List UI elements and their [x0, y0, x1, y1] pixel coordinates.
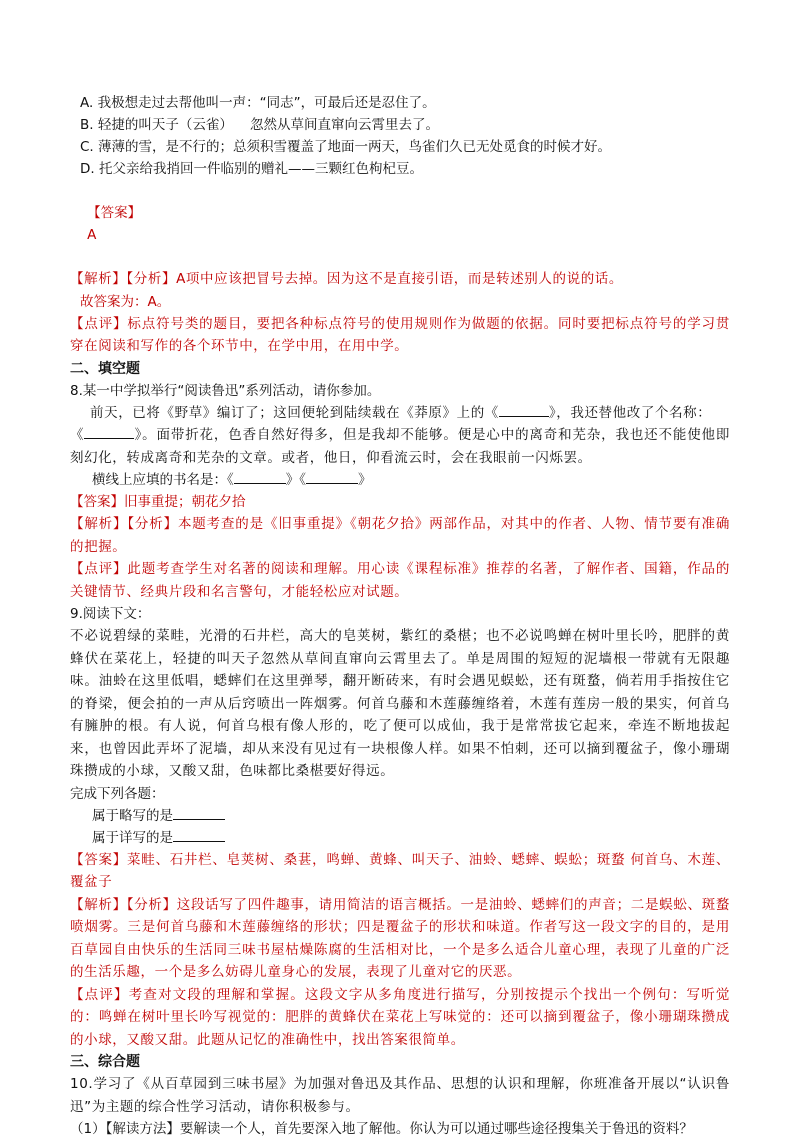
answer-value: 菜畦、石井栏、皂荚树、桑葚，鸣蝉、黄蜂、叫天子、油蛉、蟋蟀、蜈蚣；斑蝥 何首乌、木莲、覆盆子 — [70, 851, 730, 890]
q7-answer — [70, 180, 730, 268]
q8-passage — [70, 402, 730, 470]
comment-text: 此题考查学生对名著的阅读和理解。用心读《课程标准》推荐的名著，了解作者、国籍，作品的关键情节、经典片段和名言警句，才能轻松应对试题。 — [70, 561, 730, 600]
blank-prompt: 横线上应填的书名是：《 — [92, 472, 234, 488]
q8-analysis — [70, 513, 730, 558]
q9-answer — [70, 849, 730, 894]
option-d: D. 托父亲给我捎回一件临别的赠礼——三颗红色枸杞豆。 — [80, 161, 423, 177]
q9-brief — [70, 805, 730, 827]
option-c: C. 薄薄的雪，是不行的；总须积雪覆盖了地面一两天，鸟雀们久已无处觅食的时候才好。 — [80, 139, 612, 155]
comment-text: 考查对文段的理解和掌握。这段文字从多角度进行描写，分别按提示个找出一个例句：写听觉的：鸣蝉在树叶里长吟写视觉的：肥胖的黄蜂伏在菜花上写味觉的：还可以摘到覆盆子，像小珊瑚珠攒成的小球，又酸又甜。此题从记忆的准确性中，找出答案很简单。 — [70, 986, 730, 1048]
q8-comment — [70, 558, 730, 603]
analysis-tag: 【解析】【分析】 — [70, 271, 177, 287]
q8-stem: 8.某一中学拟举行“阅读鲁迅”系列活动，请你参加。 — [70, 382, 381, 399]
analysis-text: 这段话写了四件趣事，请用简洁的语言概括。一是油蛉、蟋蟀们的声音；二是蜈蚣、斑蝥喷烟雾。三是何首乌藤和木莲藤缠络的形状；四是覆盆子的形状和味道。作者写这一段文字的目的，是用百草园自由快乐的生活同三味书屋枯燥陈腐的生活相对比，一个是多么适合儿童心理，表现了儿童的广泛的生活乐趣，一个是多么妨碍儿童身心的发展，表现了儿童对它的厌恶。 — [70, 896, 730, 980]
q10-stem: 10.学习了《从百草园到三味书屋》为加强对鲁迅及其作品、思想的认识和理解，你班准备开展以“认识鲁迅”为主题的综合性学习活动，请你积极参与。 — [70, 1076, 730, 1115]
blank-1 — [499, 404, 549, 417]
section-heading-fill-in: 二、填空题 — [70, 360, 140, 377]
answer-tag: 【答案】 — [70, 494, 124, 510]
blank-4 — [306, 471, 358, 484]
blank-end: 》 — [358, 472, 372, 488]
q7-analysis — [70, 268, 730, 291]
answer-tag: 【答案】 — [87, 205, 142, 221]
analysis-text: 本题考查的是《旧事重提》《朝花夕拾》两部作品，对其中的作者、人物、情节要有准确的把握。 — [70, 516, 730, 555]
blank-brief — [173, 807, 225, 820]
q9-comment — [70, 984, 730, 1052]
analysis-tag: 【解析】【分析】 — [70, 516, 178, 532]
comment-tag: 【点评】 — [70, 561, 128, 577]
q7-comment — [70, 313, 730, 358]
analysis-text: A项中应该把冒号去掉。因为这不是直接引语，而是转述别人的说的话。 — [176, 271, 623, 287]
blank-2 — [84, 426, 134, 439]
passage-part-1: 前天，已将《野草》编订了；这回便轮到陆续载在《莽原》上的《 — [90, 404, 499, 421]
blank-detail — [173, 829, 225, 842]
answer-tag: 【答案】 — [70, 851, 127, 868]
comment-tag: 【点评】 — [70, 315, 128, 332]
document-page — [70, 92, 730, 1140]
answer-value: 旧事重提；朝花夕拾 — [124, 494, 246, 510]
blank-3 — [234, 471, 286, 484]
passage-part-4: 》。面带折花，色香自然好得多，但是我却不能够。便是心中的离奇和芜杂，我也还不能使他即刻幻化，转成离奇和芜杂的文章。或者，他日，仰看流云时，会在我眼前一闪烁罢。 — [70, 427, 730, 466]
comment-text: 标点符号类的题目，要把各种标点符号的使用规则作为做题的依据。同时要把标点符号的学习贯穿在阅读和写作的各个环节中，在学中用，在用中学。 — [70, 315, 730, 354]
q8-answer — [70, 491, 730, 513]
q9-task: 完成下列各题： — [70, 785, 165, 802]
detail-label: 属于详写的是 — [92, 829, 173, 846]
passage-part-2: 》，我还替他改了个名称： — [548, 404, 712, 421]
answer-value: A — [87, 227, 97, 243]
section-heading-comprehensive: 三、综合题 — [70, 1054, 140, 1070]
option-b: B. 轻捷的叫天子（云雀） 忽然从草间直窜向云霄里去了。 — [80, 117, 440, 133]
comment-tag: 【点评】 — [70, 986, 129, 1003]
option-a: A. 我极想走过去帮他叫一声：“同志”，可最后还是忍住了。 — [80, 95, 436, 111]
q9-analysis — [70, 894, 730, 984]
q9-passage: 不必说碧绿的菜畦，光滑的石井栏，高大的皂荚树，紫红的桑椹；也不必说鸣蝉在树叶里长吟，肥胖的黄蜂伏在菜花上，轻捷的叫天子忽然从草间直窜向云霄里去了。单是周围的短短的泥墙根一带就有无限趣味。油蛉在这里低唱，蟋蟀们在这里弹琴，翻开断砖来，有时会遇见蜈蚣，还有斑蝥，倘若用手指按住它的脊梁，便会拍的一声从后窍喷出一阵烟雾。何首乌藤和木莲藤缠络着，木莲有莲房一般的果实，何首乌有臃肿的根。有人说，何首乌根有像人形的，吃了便可以成仙，我于是常常拔它起来，牵连不断地拔起来，也曾因此弄坏了泥墙，却从来没有见过有一块根像人样。如果不怕刺，还可以摘到覆盆子，像小珊瑚珠攒成的小球，又酸又甜，色味都比桑椹要好得远。 — [70, 628, 730, 779]
q8-blank-prompt — [70, 469, 730, 491]
passage-part-3: 《 — [70, 427, 85, 443]
brief-label: 属于略写的是 — [92, 807, 173, 824]
q9-stem: 9.阅读下文： — [70, 606, 151, 622]
analysis-tag: 【解析】【分析】 — [70, 896, 177, 913]
q10-sub1: （1）【解读方法】要解读一个人，首先要深入地了解他。你认为可以通过哪些途径搜集关于鲁迅的资料？ — [70, 1121, 693, 1137]
q7-conclusion: 故答案为：A。 — [80, 293, 171, 310]
blank-mid: 》《 — [285, 472, 306, 488]
q9-detail — [70, 827, 730, 849]
